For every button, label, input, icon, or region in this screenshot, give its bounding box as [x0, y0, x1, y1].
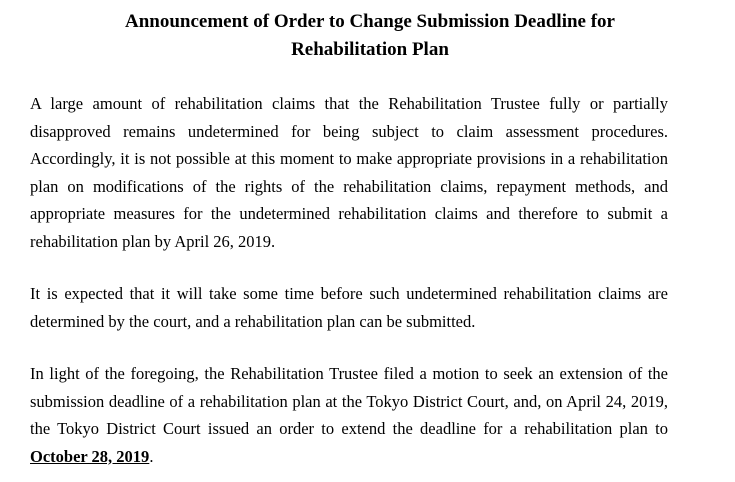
paragraph-order-extension	[30, 360, 668, 470]
paragraph-order-text: In light of the foregoing, the Rehabilitation Trustee filed a motion to seek an extension of the submission deadline of a rehabilitation plan at the Tokyo District Court, and, on April 24, 2019, the Tokyo District Court issued an order to extend the deadline for a rehabilitation plan to	[30, 364, 668, 438]
document-title	[40, 8, 700, 64]
paragraph-order-period: .	[149, 446, 154, 466]
paragraph-expected-time: It is expected that it will take some time before such undetermined rehabilitation claims are determined by the court, and a rehabilitation plan can be submitted.	[30, 284, 668, 331]
title-line-2: Rehabilitation Plan	[291, 39, 449, 60]
paragraph-claims-undetermined: A large amount of rehabilitation claims that the Rehabilitation Trustee fully or partially disapproved remains undetermined for being subject to claim assessment procedures. Accordingly, it is not possible at this moment to make appropriate provisions in a rehabilitation plan on modifications of the rights of the rehabilitation claims, repayment methods, and appropriate measures for the undetermined rehabilitation claims and therefore to submit a rehabilitation plan by April 26, 2019.	[30, 94, 668, 251]
title-line-1: Announcement of Order to Change Submission Deadline for	[125, 11, 615, 32]
new-deadline-date: October 28, 2019	[30, 446, 150, 466]
